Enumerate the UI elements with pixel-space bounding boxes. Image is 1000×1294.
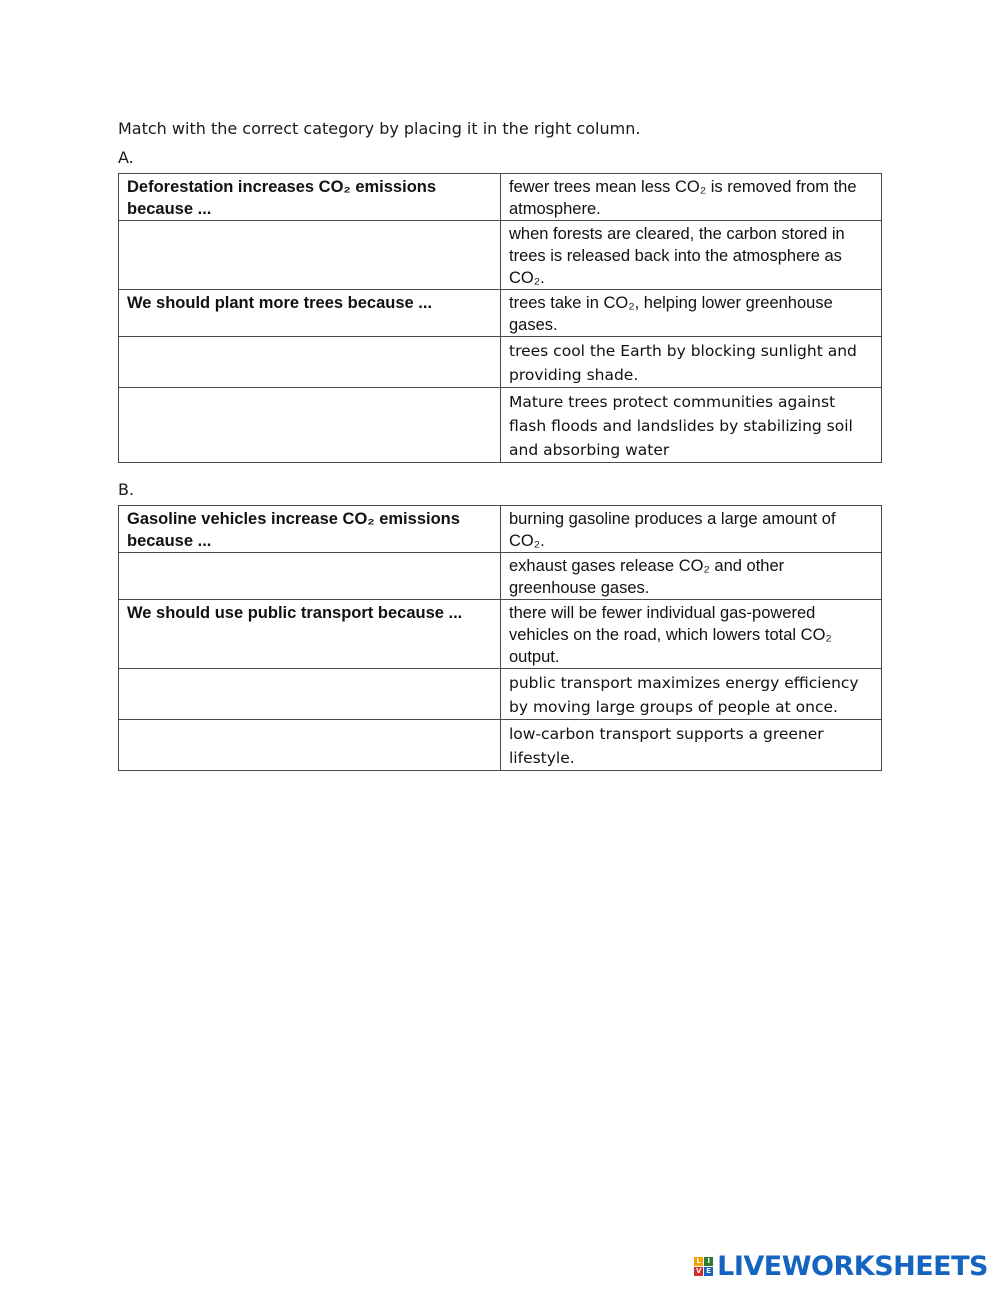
category-cell[interactable] xyxy=(119,720,501,771)
logo-mark-e: E xyxy=(704,1267,713,1276)
category-cell[interactable] xyxy=(119,388,501,463)
logo-mark-l: L xyxy=(694,1257,703,1266)
category-cell[interactable] xyxy=(119,337,501,388)
logo-text: LIVEWORKSHEETS xyxy=(717,1251,988,1282)
reason-cell: fewer trees mean less CO₂ is removed from the atmosphere. xyxy=(501,174,882,221)
category-cell[interactable]: Gasoline vehicles increase CO₂ emissions because ... xyxy=(119,506,501,553)
table-row xyxy=(119,669,882,720)
reason-cell: Mature trees protect communities against flash floods and landslides by stabilizing soil and absorbing water xyxy=(501,388,882,463)
table-row xyxy=(119,506,882,553)
reason-cell: exhaust gases release CO₂ and other greenhouse gases. xyxy=(501,553,882,600)
category-cell[interactable]: We should use public transport because ... xyxy=(119,600,501,669)
section-a-label: A. xyxy=(118,148,134,167)
category-cell[interactable] xyxy=(119,669,501,720)
category-cell[interactable]: Deforestation increases CO₂ emissions because ... xyxy=(119,174,501,221)
reason-cell: when forests are cleared, the carbon stored in trees is released back into the atmosphere as CO₂. xyxy=(501,221,882,290)
reason-cell: there will be fewer individual gas-powered vehicles on the road, which lowers total CO₂ output. xyxy=(501,600,882,669)
table-row xyxy=(119,553,882,600)
reason-cell: trees take in CO₂, helping lower greenhouse gases. xyxy=(501,290,882,337)
reason-cell: low-carbon transport supports a greener lifestyle. xyxy=(501,720,882,771)
table-row xyxy=(119,174,882,221)
table-row xyxy=(119,221,882,290)
category-cell[interactable]: We should plant more trees because ... xyxy=(119,290,501,337)
table-row xyxy=(119,720,882,771)
category-cell[interactable] xyxy=(119,553,501,600)
category-cell[interactable] xyxy=(119,221,501,290)
instruction-text: Match with the correct category by placing it in the right column. xyxy=(118,119,641,138)
logo-mark-v: V xyxy=(695,1267,702,1275)
table-row xyxy=(119,290,882,337)
reason-cell: public transport maximizes energy efficiency by moving large groups of people at once. xyxy=(501,669,882,720)
logo-mark-icon xyxy=(694,1257,713,1276)
section-b-label: B. xyxy=(118,480,135,499)
section-b-table xyxy=(118,505,882,771)
reason-cell: trees cool the Earth by blocking sunlight and providing shade. xyxy=(501,337,882,388)
table-row xyxy=(119,600,882,669)
section-a-table xyxy=(118,173,882,463)
liveworksheets-logo xyxy=(694,1251,988,1282)
logo-mark-i: I xyxy=(704,1257,713,1266)
reason-cell: burning gasoline produces a large amount of CO₂. xyxy=(501,506,882,553)
table-row xyxy=(119,337,882,388)
table-row xyxy=(119,388,882,463)
